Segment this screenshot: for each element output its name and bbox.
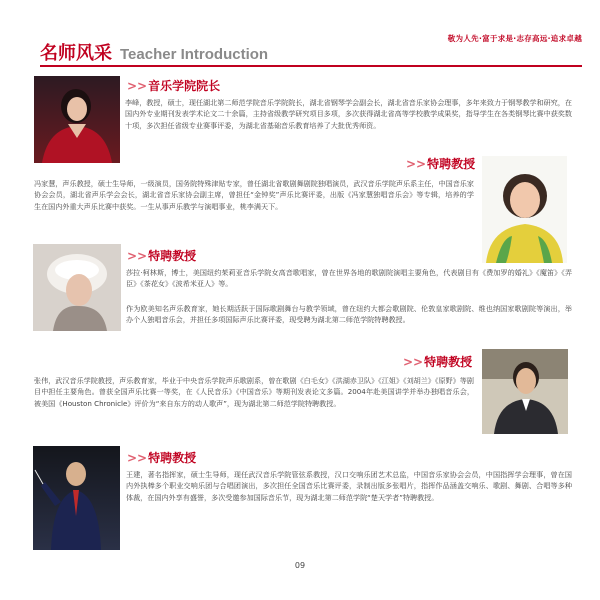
section-title-dean: >>音乐学院院长: [127, 79, 221, 93]
portrait-image: [34, 76, 120, 163]
portrait-image: [33, 446, 120, 550]
page-title: 名师风采: [40, 43, 112, 64]
page-title-english: Teacher Introduction: [120, 46, 269, 63]
section-title-guest-professor-1: >>特聘教授: [406, 157, 476, 171]
teacher-photo-guest-professor-3: [482, 349, 568, 434]
page-header: [40, 42, 268, 64]
bio-guest-professor-4: 王建，著名指挥家，硕士生导师，现任武汉音乐学院管弦系教授，汉口交响乐团艺术总监，中国音乐家协会会员，中国指挥学会理事，曾在国内外执棒多个职业交响乐团与合唱团演出，多次担任全国音乐比赛评委，录制出版多张唱片，指挥作品涵盖交响乐、歌剧、舞剧、合唱等多种体裁，在国内外享有盛誉，多次受邀参加国际音乐节，现为湖北第二师范学院“楚天学者”特聘教授。: [126, 470, 572, 502]
bio-guest-professor-1: 冯家慧，声乐教授，硕士生导师，一级演员，国务院特殊津贴专家，曾任湖北省歌剧舞剧院独唱演员，武汉音乐学院声乐系主任，中国音乐家协会会员，湖北省声乐学会会长，湖北省音乐家协会副主席，曾担任“金钟奖”声乐比赛评委，出版《冯家慧独唱音乐会》等专辑，培养的学生在国内外重大声乐比赛中获奖。一生从事声乐教学与演唱事业，桃李满天下。: [34, 179, 474, 211]
bio-dean: 李峰，教授，硕士，现任湖北第二师范学院音乐学院院长，湖北省钢琴学会副会长，湖北省音乐家协会理事，多年来致力于钢琴教学和研究，在国内外专业期刊发表学术论文二十余篇，主持省级教学研究项目多项，多次获得湖北省高等学校教学成果奖，指导学生在各类钢琴比赛中获奖数十项，多次担任省级专业赛事评委，为湖北省基础音乐教育培养了大批优秀师资。: [125, 98, 572, 130]
page-number: 09: [294, 561, 306, 570]
teacher-photo-guest-professor-4: [33, 446, 120, 550]
bio-guest-professor-3: 张伟，武汉音乐学院教授，声乐教育家，毕业于中央音乐学院声乐歌剧系，曾在歌剧《白毛女》《洪湖赤卫队》《江姐》《刘胡兰》《原野》等剧目中担任主要角色。曾获全国声乐比赛一等奖，在《人民音乐》《中国音乐》等期刊发表论文多篇。2004年赴美国讲学并举办独唱音乐会，被美国《Houston Chronicle》评价为“来自东方的动人歌声”，现为湖北第二师范学院特聘教授。: [34, 376, 474, 408]
section-title-guest-professor-3: >>特聘教授: [403, 355, 473, 369]
bio-guest-professor-2-part1: 莎拉·柯林斯，博士，美国纽约茱莉亚音乐学院女高音歌唱家，曾在世界各地的歌剧院演唱主要角色，代表剧目有《费加罗的婚礼》《魔笛》《弄臣》《茶花女》《波希米亚人》等。: [126, 268, 572, 289]
portrait-image: [482, 156, 567, 263]
portrait-image: [33, 244, 121, 331]
school-motto: 敬为人先·富于求是·志存高远·追求卓越: [447, 34, 582, 43]
teacher-photo-dean: [34, 76, 120, 163]
teacher-photo-guest-professor-2: [33, 244, 121, 331]
portrait-image: [482, 349, 568, 434]
teacher-photo-guest-professor-1: [482, 156, 567, 263]
header-divider: [40, 65, 582, 67]
bio-guest-professor-2-part2: 作为欧美知名声乐教育家，她长期活跃于国际歌剧舞台与教学领域，曾在纽约大都会歌剧院、伦敦皇家歌剧院、维也纳国家歌剧院等演出，举办个人独唱音乐会，并担任多项国际声乐比赛评委，现受聘为湖北第二师范学院特聘教授。: [126, 304, 572, 325]
section-title-guest-professor-2: >>特聘教授: [127, 249, 197, 263]
section-title-guest-professor-4: >>特聘教授: [127, 451, 197, 465]
